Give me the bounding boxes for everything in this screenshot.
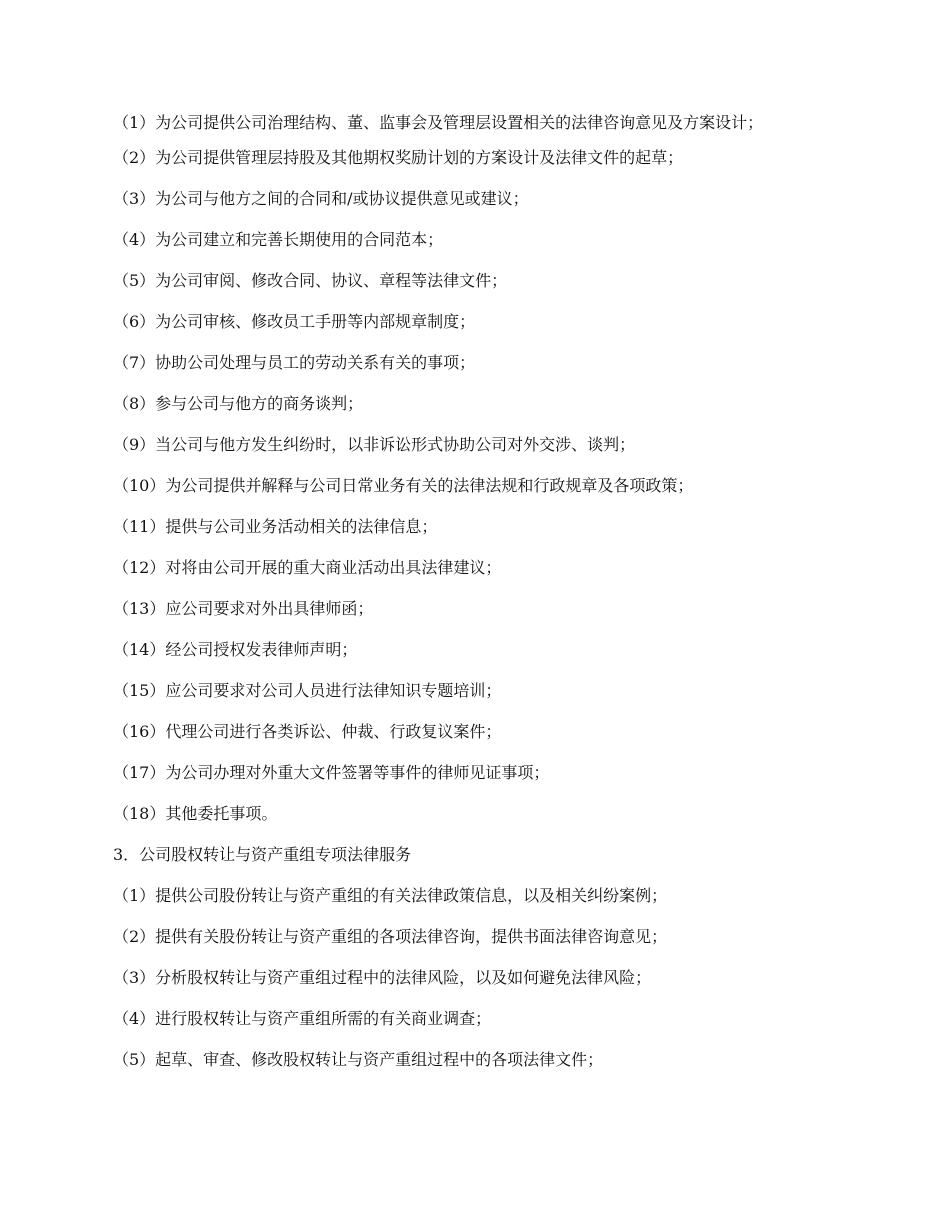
paragraph-item-13: （13）应公司要求对外出具律师函； bbox=[113, 599, 374, 618]
paragraph-item-3: （3）为公司与他方之间的合同和/或协议提供意见或建议； bbox=[113, 189, 529, 208]
paragraph-item-10: （10）为公司提供并解释与公司日常业务有关的法律法规和行政规章及各项政策； bbox=[113, 476, 694, 495]
paragraph-item-6: （6）为公司审核、修改员工手册等内部规章制度； bbox=[113, 312, 476, 331]
paragraph-item-12: （12）对将由公司开展的重大商业活动出具法律建议； bbox=[113, 558, 502, 577]
paragraph-item-16: （16）代理公司进行各类诉讼、仲裁、行政复议案件； bbox=[113, 722, 502, 741]
paragraph-item-section3-4: （4）进行股权转让与资产重组所需的有关商业调查； bbox=[113, 1009, 492, 1028]
section-heading: 3．公司股权转让与资产重组专项法律服务 bbox=[113, 845, 412, 864]
paragraph-item-2: （2）为公司提供管理层持股及其他期权奖励计划的方案设计及法律文件的起草； bbox=[113, 148, 684, 167]
paragraph-item-15: （15）应公司要求对公司人员进行法律知识专题培训； bbox=[113, 681, 502, 700]
paragraph-item-4: （4）为公司建立和完善长期使用的合同范本； bbox=[113, 230, 444, 249]
paragraph-item-11: （11）提供与公司业务活动相关的法律信息； bbox=[113, 517, 438, 536]
paragraph-item-5: （5）为公司审阅、修改合同、协议、章程等法律文件； bbox=[113, 271, 508, 290]
paragraph-item-section3-3: （3）分析股权转让与资产重组过程中的法律风险，以及如何避免法律风险； bbox=[113, 968, 652, 987]
paragraph-item-8: （8）参与公司与他方的商务谈判； bbox=[113, 394, 364, 413]
paragraph-item-14: （14）经公司授权发表律师声明； bbox=[113, 640, 358, 659]
paragraph-item-1: （1）为公司提供公司治理结构、董、监事会及管理层设置相关的法律咨询意见及方案设计； bbox=[113, 113, 764, 132]
paragraph-item-section3-2: （2）提供有关股份转让与资产重组的各项法律咨询，提供书面法律咨询意见； bbox=[113, 927, 668, 946]
paragraph-item-section3-5: （5）起草、审查、修改股权转让与资产重组过程中的各项法律文件； bbox=[113, 1050, 604, 1069]
paragraph-item-7: （7）协助公司处理与员工的劳动关系有关的事项； bbox=[113, 353, 476, 372]
paragraph-item-section3-1: （1）提供公司股份转让与资产重组的有关法律政策信息，以及相关纠纷案例； bbox=[113, 886, 668, 905]
paragraph-item-17: （17）为公司办理对外重大文件签署等事件的律师见证事项； bbox=[113, 763, 550, 782]
paragraph-item-9: （9）当公司与他方发生纠纷时，以非诉讼形式协助公司对外交涉、谈判； bbox=[113, 435, 636, 454]
paragraph-item-18: （18）其他委托事项。 bbox=[113, 804, 278, 823]
